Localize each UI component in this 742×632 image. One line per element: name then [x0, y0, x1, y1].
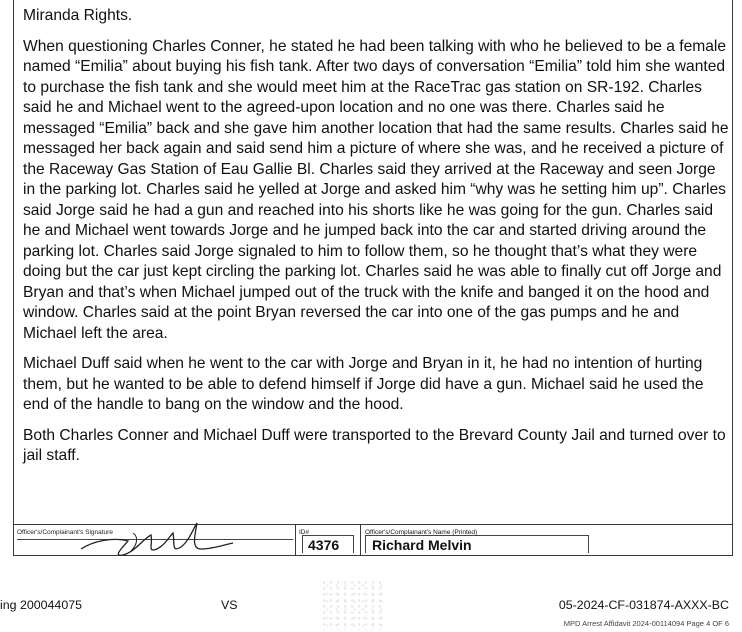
footer-left-text: ing 200044075 [0, 598, 82, 612]
id-value: 4376 [302, 535, 354, 553]
handwritten-signature [73, 519, 243, 563]
id-label: ID# [299, 529, 310, 536]
signature-label: Officer's/Complainant's Signature [17, 529, 113, 536]
narrative-paragraph: Both Charles Conner and Michael Duff were transported to the Brevard County Jail and turned over to jail staff. [23, 426, 726, 464]
case-number: 05-2024-CF-031874-AXXX-BC [558, 598, 729, 612]
narrative-paragraph: When questioning Charles Conner, he stated he had been talking with who he believed to be a female named “Emilia” about buying his fish tank. After two days of conversation “Emilia” told him she wanted to purchase the fish tank and she would meet him at the RaceTrac gas station on SR-192. Charles said he and Michael went to the agreed-upon location and no one was there. Charles said he messaged “Emilia” back and she gave him another location that had the same results. Charles said he messaged her back again and said send him a picture of where she was, and he received a picture of the Raceway Gas Station of Eau Gallie Bl. Charles said they arrived at the Raceway and seen Jorge in the parking lot. Charles said he yelled at Jorge and asked him “why was he setting him up”. Charles said Jorge said he had a gun and reached into his shorts like he was going for the gun. Charles said he and Michael went towards Jorge and he jumped back into the car and started driving around the parking lot. Charles said Jorge signaled to him to follow them, so he thought that’s what they were doing but the car just kept circling the parking lot. Charles said he was able to finally cut off Jorge and Bryan and that’s when Michael jumped out of the truck with the knife and banged it on the hood and window. Charles said at the point Bryan reversed the car into one of the gas pumps and he and Michael left the area. [23, 37, 729, 342]
printed-name-label: Officer's/Complainant's Name (Printed) [365, 529, 478, 536]
signature-row [13, 524, 733, 556]
id-box [295, 525, 361, 556]
narrative-paragraph: Miranda Rights. [23, 7, 133, 24]
footer-vs-text: VS [221, 598, 238, 612]
page-info: MPD Arrest Affidavit 2024-00114094 Page 4 OF 6 [563, 619, 729, 628]
faint-stamp-mark [322, 580, 384, 630]
narrative-body [23, 6, 729, 477]
narrative-paragraph: Michael Duff said when he went to the car with Jorge and Bryan in it, he had no intention of hurting them, but he wanted to be able to defend himself if Jorge did have a gun. Michael said he used the end of the handle to bang on the window and the hood. [23, 355, 704, 413]
printed-name-value: Richard Melvin [365, 535, 589, 553]
